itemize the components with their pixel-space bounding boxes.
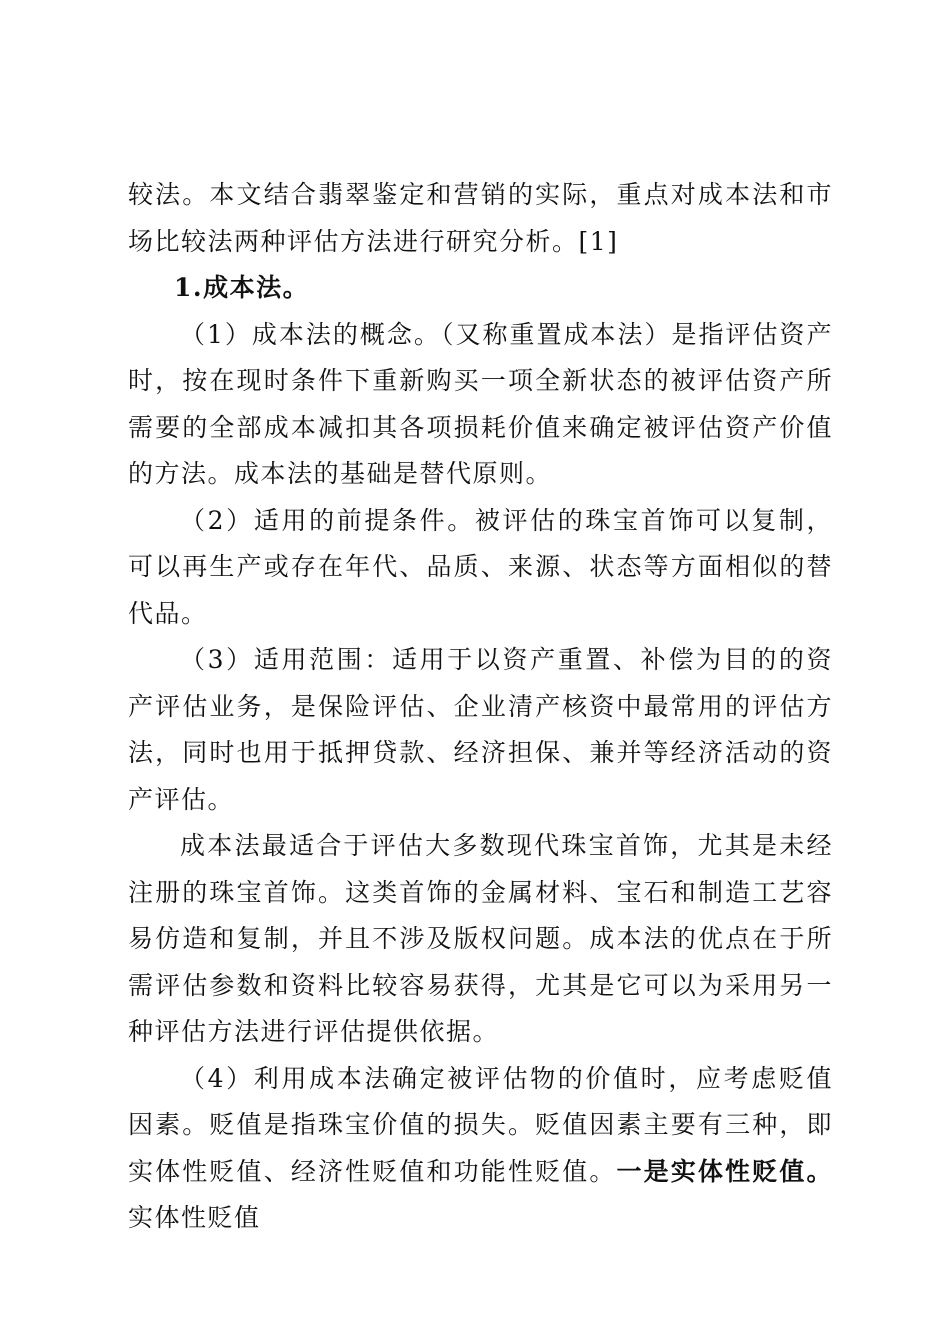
paragraph-concept: （1）成本法的概念。（又称重置成本法）是指评估资产时，按在现时条件下重新购买一项全新状态的被评估资产所需要的全部成本减扣其各项损耗价值来确定被评估资产价值的方法。成本法的基础是替代原则。 (128, 319, 833, 488)
depreciation-text: （4）利用成本法确定被评估物的价值时，应考虑贬值因素。贬值是指珠宝价值的损失。贬值因素主要有三种，即实体性贬值、经济性贬值和功能性贬值。 (128, 1063, 833, 1186)
depreciation-bold-phrase: 一是实体性贬值。 (616, 1156, 833, 1186)
depreciation-text-end: 实体性贬值 (128, 1203, 261, 1232)
paragraph-intro-continuation: 较法。本文结合翡翠鉴定和营销的实际，重点对成本法和市场比较法两种评估方法进行研究分析。[1] (128, 180, 833, 256)
paragraph-suitability: 成本法最适合于评估大多数现代珠宝首饰，尤其是未经注册的珠宝首饰。这类首饰的金属材料、宝石和制造工艺容易仿造和复制，并且不涉及版权问题。成本法的优点在于所需评估参数和资料比较容易获得，尤其是它可以为采用另一种评估方法进行评估提供依据。 (128, 831, 833, 1046)
section-heading-cost-method: 1.成本法。 (174, 273, 310, 302)
paragraph-preconditions: （2）适用的前提条件。被评估的珠宝首饰可以复制，可以再生产或存在年代、品质、来源、状态等方面相似的替代品。 (128, 505, 833, 628)
document-body (128, 172, 833, 1242)
paragraph-depreciation (128, 1056, 833, 1242)
paragraph-scope: （3）适用范围：适用于以资产重置、补偿为目的的资产评估业务，是保险评估、企业清产核资中最常用的评估方法，同时也用于抵押贷款、经济担保、兼并等经济活动的资产评估。 (128, 645, 833, 814)
